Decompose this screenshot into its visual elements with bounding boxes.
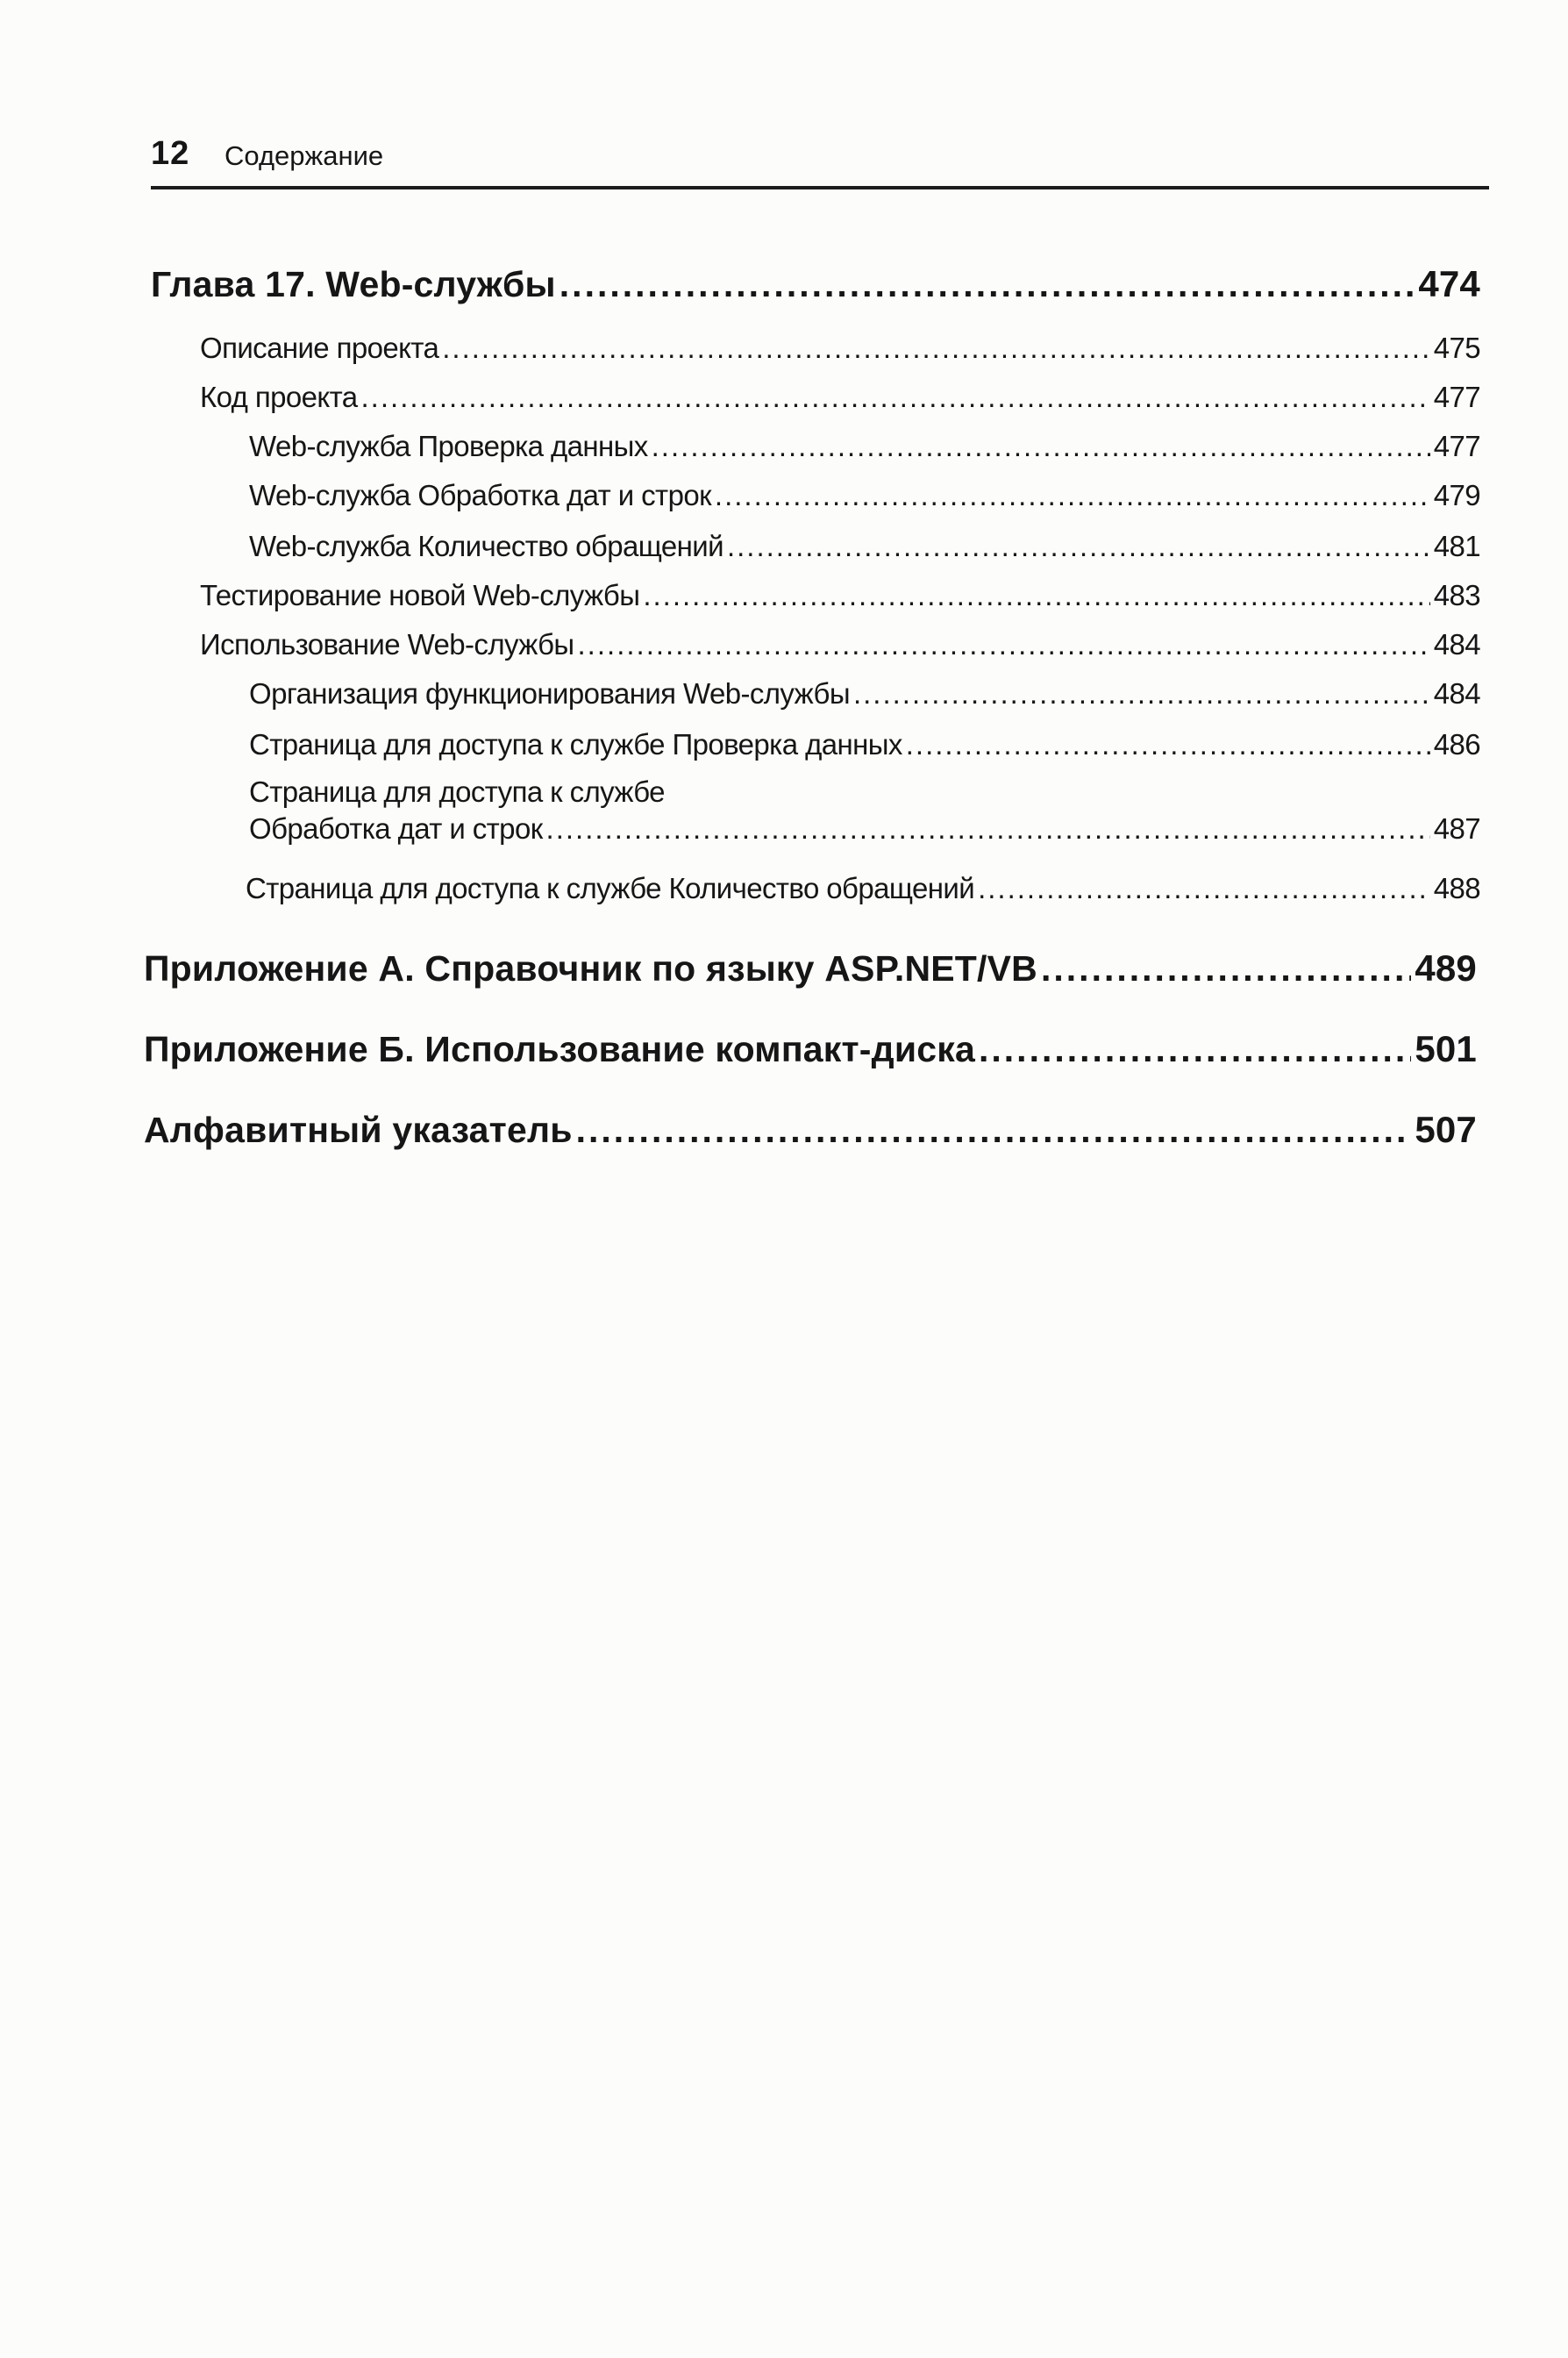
leader-dots — [979, 1029, 1411, 1070]
toc-entry-title-line1: Страница для доступа к службе — [249, 775, 665, 808]
toc-entry-title: Описание проекта — [200, 332, 439, 364]
leader-dots — [643, 579, 1429, 612]
toc-entry-page: 507 — [1415, 1109, 1477, 1150]
toc-appendix-a[interactable] — [144, 947, 1477, 990]
toc-entry-page: 477 — [1433, 381, 1480, 413]
toc-project-description[interactable] — [200, 332, 1480, 365]
leader-dots — [853, 677, 1430, 711]
toc-entry-title: Web-служба Проверка данных — [249, 430, 648, 462]
toc-entry-title-line2: Обработка дат и строк — [249, 812, 543, 845]
toc-page-dates-strings[interactable] — [249, 775, 1480, 846]
toc-index[interactable] — [144, 1109, 1477, 1151]
toc-appendix-b[interactable] — [144, 1028, 1477, 1070]
toc-entry-title: Организация функционирования Web-службы — [249, 677, 850, 710]
leader-dots — [715, 479, 1430, 512]
toc-page-requests-count[interactable] — [246, 872, 1480, 905]
toc-entry-page: 484 — [1433, 628, 1480, 661]
leader-dots — [559, 264, 1415, 305]
leader-dots — [978, 872, 1430, 905]
toc-entry-title: Страница для доступа к службе Количество обращений — [246, 872, 975, 904]
toc-entry-page: 479 — [1433, 479, 1480, 511]
toc-entry-page: 489 — [1415, 947, 1477, 989]
leader-dots — [1041, 948, 1411, 990]
leader-dots — [576, 1110, 1412, 1151]
toc-chapter-17[interactable] — [151, 263, 1480, 305]
toc-using-ws[interactable] — [200, 628, 1480, 661]
toc-ws-operation-setup[interactable] — [249, 677, 1480, 711]
toc-entry-title: Приложение А. Справочник по языку ASP.NET/VB — [144, 948, 1037, 989]
toc-testing-new-ws[interactable] — [200, 579, 1480, 612]
leader-dots — [652, 430, 1430, 463]
running-header — [151, 130, 1489, 189]
toc-entry-title: Страница для доступа к службе Проверка данных — [249, 728, 902, 761]
leader-dots — [727, 530, 1430, 563]
toc-entry-page: 486 — [1433, 728, 1480, 761]
leader-dots — [442, 332, 1429, 365]
leader-dots — [906, 728, 1430, 761]
toc-entry-title: Использование Web-службы — [200, 628, 574, 661]
leader-dots — [578, 628, 1430, 661]
toc-entry-title: Глава 17. Web-службы — [151, 264, 556, 304]
toc-entry-title: Web-служба Обработка дат и строк — [249, 479, 711, 511]
toc-entry-page: 474 — [1418, 263, 1480, 304]
toc-entry-title: Код проекта — [200, 381, 358, 413]
toc-project-code[interactable] — [200, 381, 1480, 414]
toc-entry-page: 487 — [1433, 812, 1480, 845]
toc-entry-page: 483 — [1433, 579, 1480, 611]
toc-entry-title: Алфавитный указатель — [144, 1110, 573, 1150]
toc-ws-data-check[interactable] — [249, 430, 1480, 463]
toc-entry-page: 484 — [1433, 677, 1480, 710]
toc-page-data-check[interactable] — [249, 728, 1480, 761]
leader-dots — [546, 812, 1430, 846]
toc-entry-page: 481 — [1433, 530, 1480, 562]
toc-entry-page: 501 — [1415, 1028, 1477, 1069]
toc-entry-page: 475 — [1433, 332, 1480, 364]
toc-entry-title: Тестирование новой Web-службы — [200, 579, 640, 611]
toc-entry-title: Приложение Б. Использование компакт-диска — [144, 1029, 975, 1069]
toc-entry-title: Web-служба Количество обращений — [249, 530, 723, 562]
toc-ws-requests-count[interactable] — [249, 530, 1480, 563]
toc-entry-second-row — [249, 812, 1480, 846]
page-number: 12 — [151, 135, 190, 172]
running-header-title: Содержание — [225, 140, 384, 171]
toc-entry-page: 488 — [1433, 872, 1480, 904]
leader-dots — [361, 381, 1430, 414]
toc-ws-dates-strings[interactable] — [249, 479, 1480, 512]
toc-entry-page: 477 — [1433, 430, 1480, 462]
